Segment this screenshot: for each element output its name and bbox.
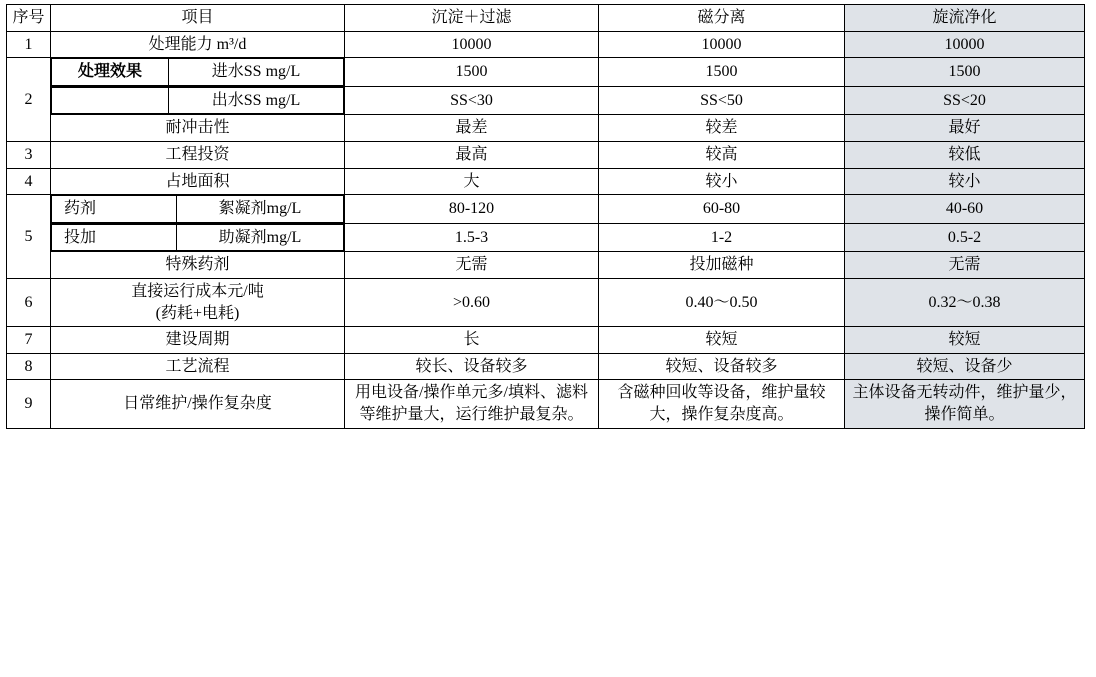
- row-value-3: 40-60: [845, 195, 1085, 224]
- header-option-2: 磁分离: [599, 5, 845, 32]
- comparison-sheet: [0, 4, 1096, 677]
- row-value-1: 无需: [345, 252, 599, 279]
- sub-label: 进水SS mg/L: [169, 59, 344, 86]
- table-row: [7, 380, 1085, 428]
- row-index: 9: [7, 380, 51, 428]
- row-value-3: 较低: [845, 141, 1085, 168]
- row-value-1: 1.5-3: [345, 223, 599, 252]
- row-value-2: 1-2: [599, 223, 845, 252]
- row-item-label: 日常维护/操作复杂度: [51, 380, 345, 428]
- row-item-line1: 直接运行成本元/吨: [131, 282, 264, 300]
- process-comparison-table: [6, 4, 1085, 429]
- row-value-2: 60-80: [599, 195, 845, 224]
- row-index: 8: [7, 353, 51, 380]
- table-row: [7, 353, 1085, 380]
- row-item-label: [51, 278, 345, 326]
- row-value-2: SS<50: [599, 86, 845, 115]
- row-value-1: 最差: [345, 115, 599, 142]
- row-value-3: 较小: [845, 168, 1085, 195]
- row-value-2: 0.40～0.50: [599, 278, 845, 326]
- table-row: [7, 278, 1085, 326]
- row-item-group-cell: [51, 58, 345, 87]
- row-value-2: 含磁种回收等设备，维护量较大，操作复杂度高。: [599, 380, 845, 428]
- row-value-1: 1500: [345, 58, 599, 87]
- sub-label: 絮凝剂mg/L: [177, 196, 344, 223]
- group-label-dosing-line1: 药剂: [52, 196, 177, 223]
- row-value-1: 较长、设备较多: [345, 353, 599, 380]
- row-value-3: 较短: [845, 327, 1085, 354]
- table-row: [7, 252, 1085, 279]
- row-value-1: 10000: [345, 31, 599, 58]
- row-value-1: 最高: [345, 141, 599, 168]
- sub-label: 特殊药剂: [51, 252, 345, 279]
- row-index: 3: [7, 141, 51, 168]
- table-row: [7, 86, 1085, 115]
- row-value-1: >0.60: [345, 278, 599, 326]
- row-value-2: 较短、设备较多: [599, 353, 845, 380]
- row-value-3: 0.5-2: [845, 223, 1085, 252]
- row-value-3: 最好: [845, 115, 1085, 142]
- row-value-3: 主体设备无转动件，维护量少，操作简单。: [845, 380, 1085, 428]
- table-row: [7, 195, 1085, 224]
- group-label-spacer: [52, 87, 169, 114]
- row-item-label: 工程投资: [51, 141, 345, 168]
- sub-label: 耐冲击性: [51, 115, 345, 142]
- table-header-row: [7, 5, 1085, 32]
- table-row: [7, 31, 1085, 58]
- row-item-label: 占地面积: [51, 168, 345, 195]
- row-value-3: SS<20: [845, 86, 1085, 115]
- row-item-group-cell: [51, 86, 345, 115]
- row-value-2: 较短: [599, 327, 845, 354]
- header-index: 序号: [7, 5, 51, 32]
- row-index: 4: [7, 168, 51, 195]
- row-index: 6: [7, 278, 51, 326]
- header-item: 项目: [51, 5, 345, 32]
- row-item-label: 处理能力 m³/d: [51, 31, 345, 58]
- sub-label: 出水SS mg/L: [169, 87, 344, 114]
- row-value-3: 10000: [845, 31, 1085, 58]
- row-value-2: 较高: [599, 141, 845, 168]
- row-value-3: 较短、设备少: [845, 353, 1085, 380]
- row-value-2: 投加磁种: [599, 252, 845, 279]
- row-value-2: 10000: [599, 31, 845, 58]
- table-row: [7, 58, 1085, 87]
- row-item-group-cell: [51, 223, 345, 252]
- row-value-2: 较小: [599, 168, 845, 195]
- row-item-line2: (药耗+电耗): [155, 304, 240, 322]
- row-value-1: 用电设备/操作单元多/填料、滤料等维护量大，运行维护最复杂。: [345, 380, 599, 428]
- row-value-1: SS<30: [345, 86, 599, 115]
- row-index: 5: [7, 195, 51, 279]
- row-index: 2: [7, 58, 51, 142]
- row-value-3: 0.32～0.38: [845, 278, 1085, 326]
- row-index: 1: [7, 31, 51, 58]
- row-value-2: 较差: [599, 115, 845, 142]
- header-option-1: 沉淀＋过滤: [345, 5, 599, 32]
- row-value-2: 1500: [599, 58, 845, 87]
- row-value-1: 80-120: [345, 195, 599, 224]
- row-item-label: 建设周期: [51, 327, 345, 354]
- row-value-3: 1500: [845, 58, 1085, 87]
- row-value-1: 长: [345, 327, 599, 354]
- table-row: [7, 141, 1085, 168]
- row-value-3: 无需: [845, 252, 1085, 279]
- header-option-3: 旋流净化: [845, 5, 1085, 32]
- group-label-dosing-line2: 投加: [52, 224, 177, 251]
- row-item-group-cell: [51, 195, 345, 224]
- table-row: [7, 327, 1085, 354]
- row-value-1: 大: [345, 168, 599, 195]
- row-index: 7: [7, 327, 51, 354]
- group-label-treatment-effect: 处理效果: [52, 59, 169, 86]
- table-row: [7, 168, 1085, 195]
- table-row: [7, 115, 1085, 142]
- sub-label: 助凝剂mg/L: [177, 224, 344, 251]
- row-item-label: 工艺流程: [51, 353, 345, 380]
- table-row: [7, 223, 1085, 252]
